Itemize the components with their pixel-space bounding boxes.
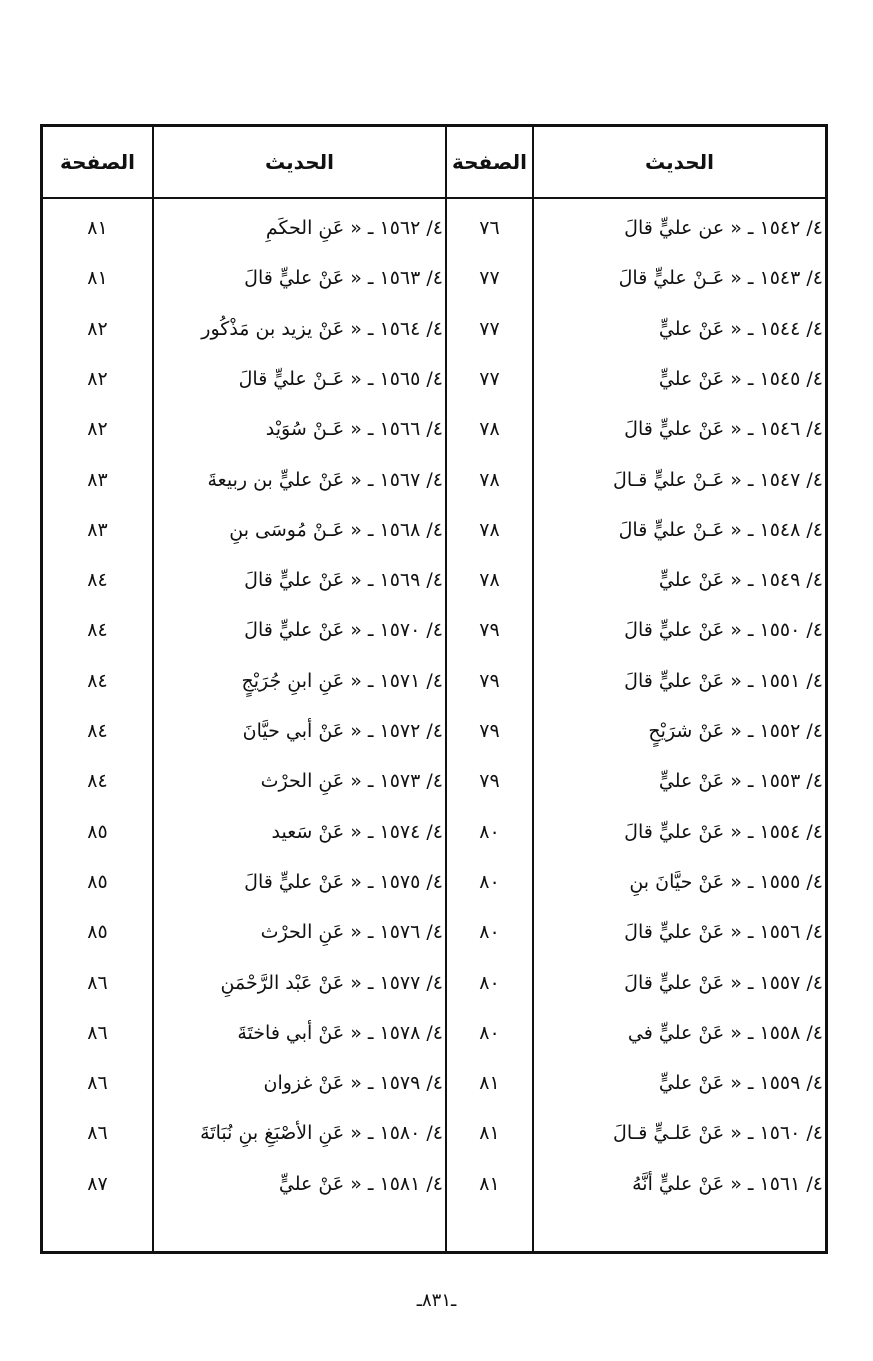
left_column-hadith-entry: ٤/ ١٥٦٢ ـ « عَنِ الحكَمِ <box>265 217 443 239</box>
right_column-hadith-entry: ٤/ ١٥٤٤ ـ « عَنْ عليٍّ <box>658 317 823 340</box>
right_column-hadith-entry: ٤/ ١٥٦٠ ـ « عَنْ عَلـيٍّ قـالَ <box>613 1122 823 1145</box>
right_column-hadith-entry: ٤/ ١٥٥٧ ـ « عَنْ عليٍّ قالَ <box>624 971 823 994</box>
right_column-hadith-entry: ٤/ ١٥٤٧ ـ « عَـنْ عليٍّ قـالَ <box>613 468 823 491</box>
left_column-page-number: ٨٦ <box>87 1021 108 1044</box>
header-right-page: الصفحة <box>452 150 528 174</box>
left_column-page-number: ٨٢ <box>87 418 108 441</box>
right_column-hadith-entry: ٤/ ١٥٥٥ ـ « عَنْ حيَّانَ بنِ <box>629 870 823 893</box>
right_column-hadith-entry: ٤/ ١٥٤٨ ـ « عَـنْ عليٍّ قالَ <box>618 518 823 541</box>
right_column-page-number: ٧٨ <box>479 418 500 441</box>
left_column-hadith-entry: ٤/ ١٥٧٢ ـ « عَنْ أبي حيَّانَ <box>242 720 443 742</box>
left_column-page-number: ٨١ <box>87 267 108 290</box>
left_column-page-number: ٨٤ <box>87 669 108 692</box>
column-divider-right-page <box>532 127 534 1251</box>
left_column-page-number: ٨٣ <box>87 468 108 491</box>
left_column-page-number: ٨٣ <box>87 518 108 541</box>
left_column-page-number: ٨٥ <box>87 870 108 893</box>
left_column-hadith-entry: ٤/ ١٥٦٧ ـ « عَنْ عليٍّ بن ربيعةَ <box>207 468 443 491</box>
left_column-hadith-entry: ٤/ ١٥٧١ ـ « عَنِ ابنِ جُرَيْجٍ <box>241 669 443 692</box>
left_column-hadith-entry: ٤/ ١٥٧٦ ـ « عَنِ الحرْث <box>260 921 443 944</box>
left_column-page-number: ٨٥ <box>87 921 108 944</box>
right_column-page-number: ٧٩ <box>479 720 500 742</box>
left_column-page-number: ٨٥ <box>87 820 108 843</box>
right_column-hadith-entry: ٤/ ١٥٥٣ ـ « عَنْ عليٍّ <box>658 770 823 793</box>
right_column-page-number: ٧٨ <box>479 518 500 541</box>
left_column-page-number: ٨٦ <box>87 971 108 994</box>
right_column-page-number: ٧٦ <box>479 217 500 239</box>
page-number: ـ٨٣١ـ <box>416 1290 457 1311</box>
left_column-hadith-entry: ٤/ ١٥٦٨ ـ « عَـنْ مُوسَى بنِ <box>229 518 443 541</box>
left_column-page-number: ٨٦ <box>87 1122 108 1145</box>
left_column-hadith-entry: ٤/ ١٥٧٧ ـ « عَنْ عَبْد الرَّحْمَنِ <box>220 971 443 994</box>
right_column-hadith-entry: ٤/ ١٥٥٠ ـ « عَنْ عليٍّ قالَ <box>624 619 823 642</box>
left_column-page-number: ٨٢ <box>87 317 108 340</box>
right_column-page-number: ٧٧ <box>479 267 500 290</box>
index-table <box>40 124 828 1254</box>
right_column-hadith-entry: ٤/ ١٥٥٦ ـ « عَنْ عليٍّ قالَ <box>624 921 823 944</box>
right_column-hadith-entry: ٤/ ١٥٤٩ ـ « عَنْ عليٍّ <box>658 569 823 592</box>
left_column-hadith-entry: ٤/ ١٥٧٤ ـ « عَنْ سَعيد <box>271 820 443 843</box>
left_column-hadith-entry: ٤/ ١٥٨٠ ـ « عَنِ الأصْبَغِ بنِ نُبَاتَةَ <box>200 1122 443 1145</box>
right_column-page-number: ٧٧ <box>479 317 500 340</box>
left_column-page-number: ٨٤ <box>87 720 108 742</box>
left_column-page-number: ٨١ <box>87 217 108 239</box>
right_column-page-number: ٧٧ <box>479 367 500 390</box>
right_column-hadith-entry: ٤/ ١٥٥١ ـ « عَنْ عليٍّ قالَ <box>624 669 823 692</box>
header-right-hadith: الحديث <box>645 150 715 174</box>
right_column-hadith-entry: ٤/ ١٥٥٤ ـ « عَنْ عليٍّ قالَ <box>624 820 823 843</box>
left_column-page-number: ٨٧ <box>87 1172 108 1195</box>
right_column-page-number: ٧٨ <box>479 569 500 592</box>
right_column-page-number: ٧٨ <box>479 468 500 491</box>
column-divider-left-page <box>152 127 154 1251</box>
header-divider <box>43 197 825 199</box>
right_column-hadith-entry: ٤/ ١٥٥٢ ـ « عَنْ شرَيْحٍ <box>648 720 823 742</box>
left_column-page-number: ٨٦ <box>87 1072 108 1095</box>
right_column-page-number: ٨٠ <box>479 921 500 944</box>
left_column-hadith-entry: ٤/ ١٥٧٨ ـ « عَنْ أبي فاختَةَ <box>237 1021 443 1044</box>
right_column-hadith-entry: ٤/ ١٥٦١ ـ « عَنْ عليٍّ أنَّهُ <box>632 1172 823 1195</box>
right_column-hadith-entry: ٤/ ١٥٥٨ ـ « عَنْ عليٍّ في <box>627 1021 823 1044</box>
left_column-hadith-entry: ٤/ ١٥٦٩ ـ « عَنْ عليٍّ قالَ <box>244 569 443 592</box>
right_column-hadith-entry: ٤/ ١٥٥٩ ـ « عَنْ عليٍّ <box>658 1072 823 1095</box>
left_column-hadith-entry: ٤/ ١٥٨١ ـ « عَنْ عليٍّ <box>278 1172 443 1195</box>
right_column-page-number: ٨٠ <box>479 820 500 843</box>
right_column-hadith-entry: ٤/ ١٥٤٢ ـ « عن عليٍّ قالَ <box>624 217 823 239</box>
right_column-hadith-entry: ٤/ ١٥٤٣ ـ « عَـنْ عليٍّ قالَ <box>618 267 823 290</box>
left_column-page-number: ٨٢ <box>87 367 108 390</box>
right_column-hadith-entry: ٤/ ١٥٤٦ ـ « عَنْ عليٍّ قالَ <box>624 418 823 441</box>
right_column-page-number: ٨١ <box>479 1072 500 1095</box>
left_column-page-number: ٨٤ <box>87 569 108 592</box>
left_column-hadith-entry: ٤/ ١٥٧٣ ـ « عَنِ الحرْث <box>260 770 443 793</box>
left_column-hadith-entry: ٤/ ١٥٧٥ ـ « عَنْ عليٍّ قالَ <box>244 870 443 893</box>
right_column-page-number: ٧٩ <box>479 619 500 642</box>
right_column-hadith-entry: ٤/ ١٥٤٥ ـ « عَنْ عليٍّ <box>658 367 823 390</box>
header-left-hadith: الحديث <box>265 150 335 174</box>
header-left-page: الصفحة <box>60 150 136 174</box>
right_column-page-number: ٧٩ <box>479 770 500 793</box>
right_column-page-number: ٨١ <box>479 1172 500 1195</box>
left_column-hadith-entry: ٤/ ١٥٧٩ ـ « عَنْ غزوان <box>263 1072 443 1095</box>
left_column-hadith-entry: ٤/ ١٥٦٦ ـ « عَـنْ سُوَيْد <box>265 418 443 441</box>
right_column-page-number: ٧٩ <box>479 669 500 692</box>
right_column-page-number: ٨٠ <box>479 870 500 893</box>
left_column-hadith-entry: ٤/ ١٥٦٣ ـ « عَنْ عليٍّ قالَ <box>244 267 443 290</box>
left_column-page-number: ٨٤ <box>87 619 108 642</box>
left_column-hadith-entry: ٤/ ١٥٦٤ ـ « عَنْ يزيد بن مَذْكُور <box>201 317 443 340</box>
left_column-hadith-entry: ٤/ ١٥٦٥ ـ « عَـنْ عليٍّ قالَ <box>238 367 443 390</box>
left_column-hadith-entry: ٤/ ١٥٧٠ ـ « عَنْ عليٍّ قالَ <box>244 619 443 642</box>
right_column-page-number: ٨٠ <box>479 1021 500 1044</box>
right_column-page-number: ٨٠ <box>479 971 500 994</box>
right_column-page-number: ٨١ <box>479 1122 500 1145</box>
left_column-page-number: ٨٤ <box>87 770 108 793</box>
